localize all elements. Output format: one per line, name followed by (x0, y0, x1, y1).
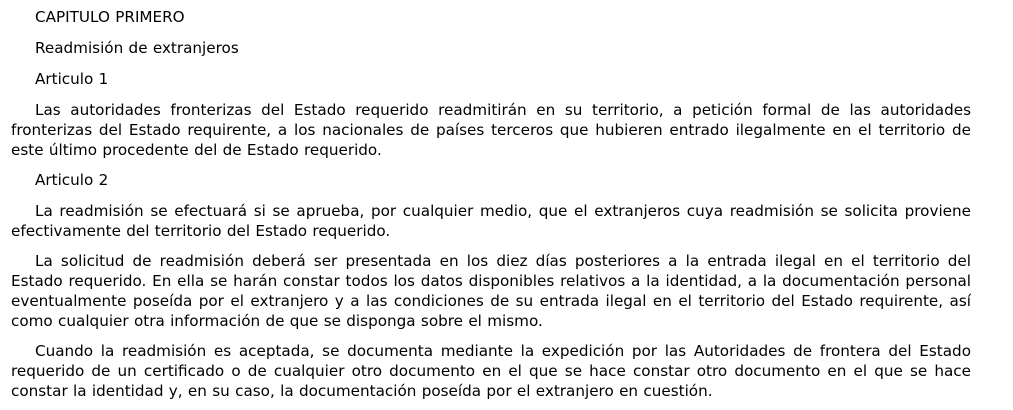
article-2-paragraph-2: La solicitud de readmisión deberá ser presentada en los diez días posteriores a la entrada ilegal en el territorio del Estado requerido. En ella se harán constar todos los datos disponibles relativos a la identidad, a la documentación personal eventualmente poseída por el extranjero y a las condiciones de su entrada ilegal en el territorio del Estado requirente, así como cualquier otra información de que se disponga sobre el mismo. (11, 252, 971, 330)
article-2-paragraph-1: La readmisión se efectuará si se aprueba, por cualquier medio, que el extranjeros cuya readmisión se solicita proviene efectivamente del territorio del Estado requerido. (11, 202, 971, 240)
article-2-paragraph-3: Cuando la readmisión es aceptada, se documenta mediante la expedición por las Autoridades de frontera del Estado requerido de un certificado o de cualquier otro documento en el que se hace constar otro documento en el que se hace constar la identidad y, en su caso, la documentación poseída por el extranjero en cuestión. (11, 342, 971, 400)
article-1-heading: Articulo 1 (35, 70, 109, 88)
article-2-heading: Articulo 2 (35, 171, 109, 189)
document-body (11, 7, 971, 401)
chapter-title: CAPITULO PRIMERO (35, 8, 185, 26)
article-1-paragraph-1: Las autoridades fronterizas del Estado requerido readmitirán en su territorio, a petición formal de las autoridades fronterizas del Estado requirente, a los nacionales de países terceros que hubieren entrado ilegalmente en el territorio de este último procedente del de Estado requerido. (11, 101, 971, 159)
section-title: Readmisión de extranjeros (35, 39, 239, 57)
